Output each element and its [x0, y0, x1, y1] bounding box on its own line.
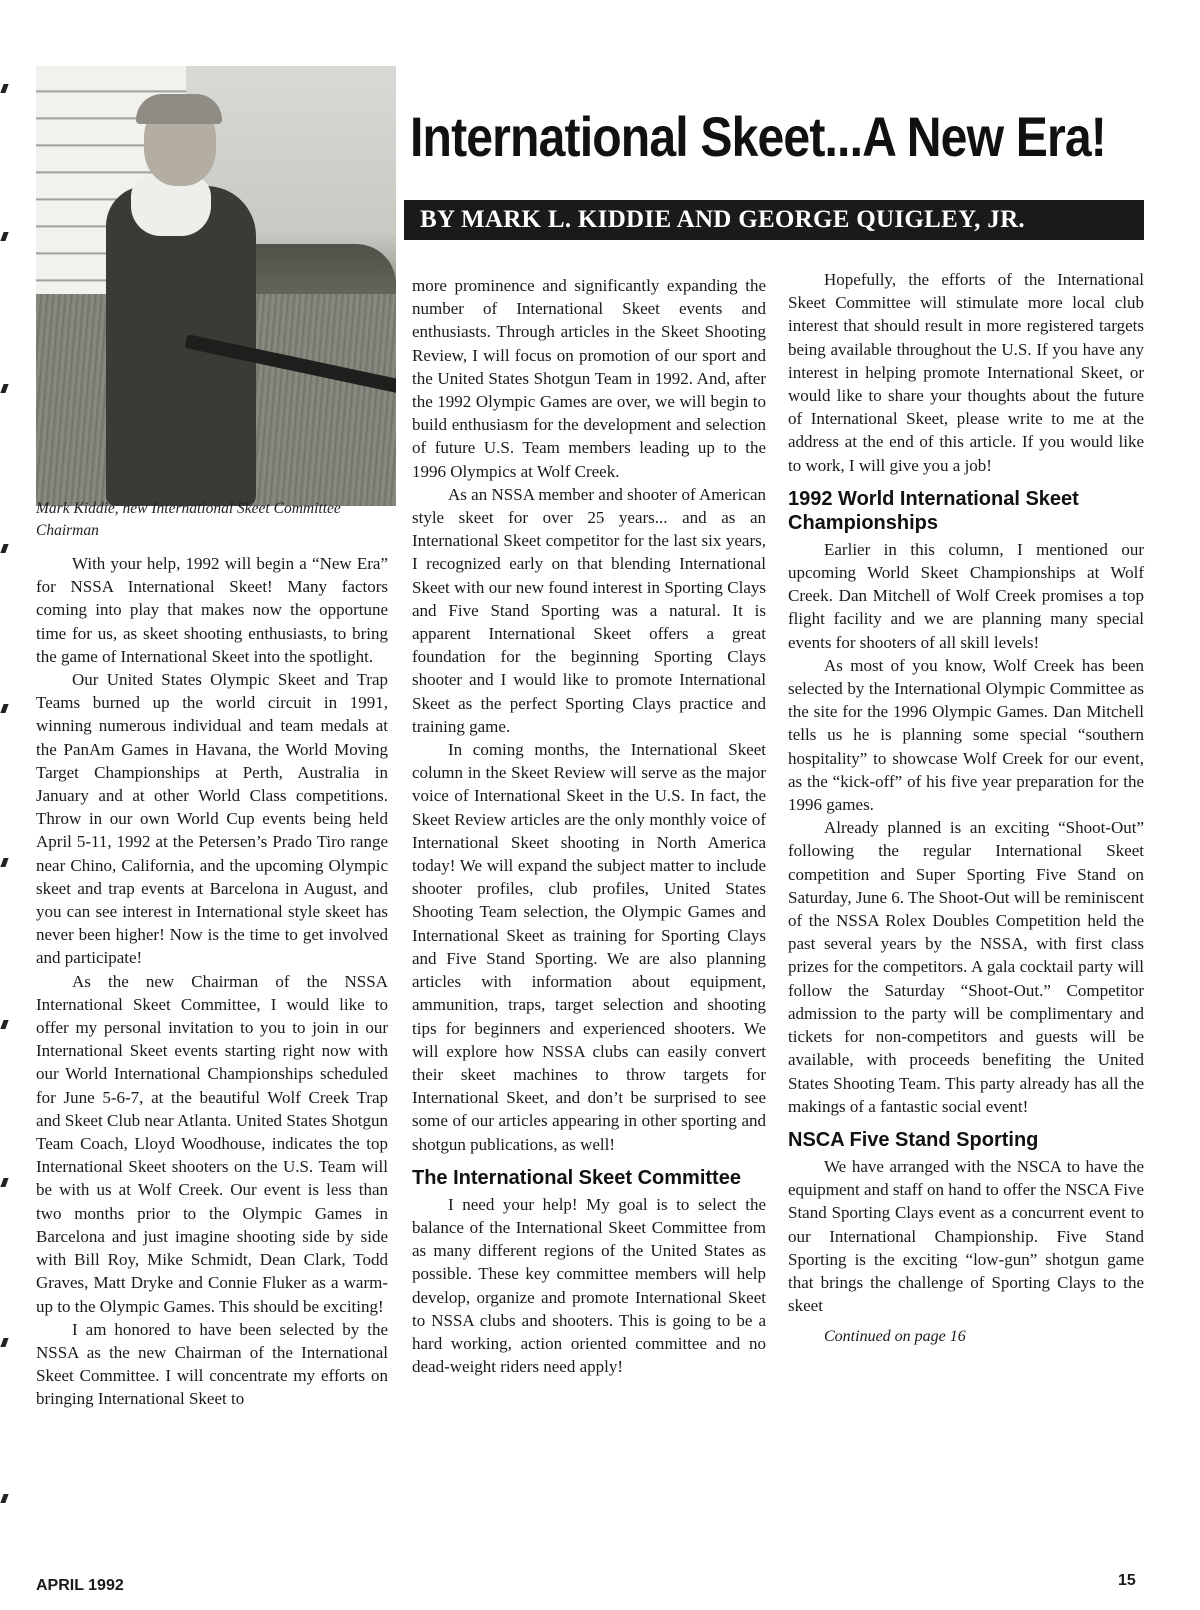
paragraph: In coming months, the International Skeet column in the Skeet Review will serve as the major voice of International Skeet in the U.S. In fact, the Skeet Review articles are the only monthly voice of International Skeet shooting in North America today! We will expand the subject matter to include shooter profiles, club profiles, United States Shooting Team selection, the Olympic Games and International Skeet as training for Sporting Clays and Five Stand Sporting. We are also planning articles with information about equipment, ammunition, traps, target selection and shooting tips for beginners and experienced shooters. We will explore how NSSA clubs can easily convert their skeet machines to throw targets for International Skeet, and don’t be surprised to see some of our articles appearing in other sporting and shotgun publications, as well!	[412, 740, 766, 1154]
column-1	[36, 552, 388, 1411]
article-title: International Skeet...A New Era!	[410, 105, 1106, 168]
paragraph: more prominence and significantly expanding the number of International Skeet events and enthusiasts. Through articles in the Skeet Shooting Review, I will focus on promotion of our sport and the United States Shotgun Team in 1992. And, after the 1992 Olympic Games are over, we will begin to build enthusiasm for the development and selection of future U.S. Team members leading up to the 1996 Olympics at Wolf Creek.	[412, 276, 766, 481]
paragraph: As most of you know, Wolf Creek has been selected by the International Olympic Committee as the site for the 1996 Olympic Games. Dan Mitchell tells us he is planning some special “southern hospitality” to showcase Wolf Creek for our event, as the “kick-off” of his five year preparation for the 1996 games.	[788, 655, 1144, 815]
paragraph: We have arranged with the NSCA to have the equipment and staff on hand to offer the NSCA Five Stand Sporting Clays event as a concurrent event to our International Championship. Five Stand Sporting is the exciting “low-gun” shotgun game that brings the challenge of Sporting Clays to the skeet	[788, 1156, 1144, 1316]
column-2	[412, 274, 766, 1378]
issue-date: APRIL 1992	[36, 1577, 124, 1594]
binding-hole-marks	[2, 0, 12, 1610]
page-number: 15	[1118, 1572, 1136, 1589]
paragraph: As an NSSA member and shooter of American style skeet for over 25 years... and as an International Skeet competitor for the last six years, I recognized early on that blending International Skeet with our new found interest in Sporting Clays and Five Stand Sporting was a natural. It is apparent International Skeet offers a great foundation for the beginning Sporting Clays shooter and I would like to promote International Skeet as the perfect Sporting Clays practice and training game.	[412, 484, 766, 736]
paragraph: As the new Chairman of the NSSA International Skeet Committee, I would like to offer my personal invitation to you to join in our International Skeet events starting right now with our World International Championships scheduled for June 5-6-7, at the beautiful Wolf Creek Trap and Skeet Club near Atlanta. United States Shotgun Team Coach, Lloyd Woodhouse, indicates the top International Skeet shooters on the U.S. Team will be with us at Wolf Creek. Our event is less than two months prior to the Olympic Games in Barcelona and just imagine shooting side by side with Bill Roy, Mike Schmidt, Dean Clark, Todd Graves, Matt Dryke and Connie Fluker as a warm-up to the Olympic Games. This should be exciting!	[36, 971, 388, 1316]
paragraph: Earlier in this column, I mentioned our upcoming World Skeet Championships at Wolf Creek. Dan Mitchell of Wolf Creek promises a top flight facility and we are planning many special events for shooters of all skill levels!	[788, 539, 1144, 652]
section-heading: 1992 World International Skeet Championships	[788, 487, 1079, 534]
paragraph: With your help, 1992 will begin a “New Era” for NSSA International Skeet! Many factors coming into play that makes now the opportune time for us, as skeet shooting enthusiasts, to bring the game of International Skeet into the spotlight.	[36, 554, 388, 666]
chairman-photo	[36, 66, 396, 506]
paragraph: Already planned is an exciting “Shoot-Out” following the regular International Skeet competition and Super Sporting Five Stand on Saturday, June 6. The Shoot-Out will be reminiscent of the NSSA Rolex Doubles Competition held the past several years by the NSSA, with first class prizes for the competitors. A gala cocktail party will follow the Saturday “Shoot-Out.” Competitor admission to the party will be complimentary and tickets for non-competitors and guests will be available, with proceeds benefiting the United States Shooting Team. This party already has all the makings of a fantastic social event!	[788, 818, 1144, 1116]
continued-note: Continued on page 16	[824, 1328, 966, 1346]
paragraph: Our United States Olympic Skeet and Trap Teams burned up the world circuit in 1991, winning numerous individual and team medals at the PanAm Games in Havana, the World Moving Target Championships at Perth, Australia in January and at other World Class competitions. Throw in our own World Cup events being held April 5-11, 1992 at the Petersen’s Prado Tiro range near Chino, California, and the upcoming Olympic skeet and trap events at Barcelona in August, and you can see interest in International style skeet has never been higher! Now is the time to get involved and participate!	[36, 670, 388, 968]
paragraph: I need your help! My goal is to select the balance of the International Skeet Committee from as many different regions of the United States as possible. These key committee members will help develop, organize and promote International Skeet to NSSA clubs and shooters. This is going to be a hard working, action oriented committee and no dead-weight riders need apply!	[412, 1194, 766, 1377]
paragraph: I am honored to have been selected by the NSSA as the new Chairman of the International Skeet Committee. I will concentrate my efforts on bringing International Skeet to	[36, 1319, 388, 1409]
article-byline: BY MARK L. KIDDIE AND GEORGE QUIGLEY, JR.	[404, 200, 1144, 240]
paragraph: Hopefully, the efforts of the International Skeet Committee will stimulate more local club interest that should result in more registered targets being available throughout the U.S. If you have any interest in helping promote International Skeet, or would like to share your thoughts about the future of International Skeet, please write to me at the address at the end of this article. If you would like to work, I will give you a job!	[788, 270, 1144, 475]
section-heading: NSCA Five Stand Sporting	[788, 1128, 1039, 1151]
photo-caption: Mark Kiddie, new International Skeet Committee Chairman	[36, 500, 341, 539]
section-heading: The International Skeet Committee	[412, 1166, 741, 1189]
column-3	[788, 268, 1144, 1349]
